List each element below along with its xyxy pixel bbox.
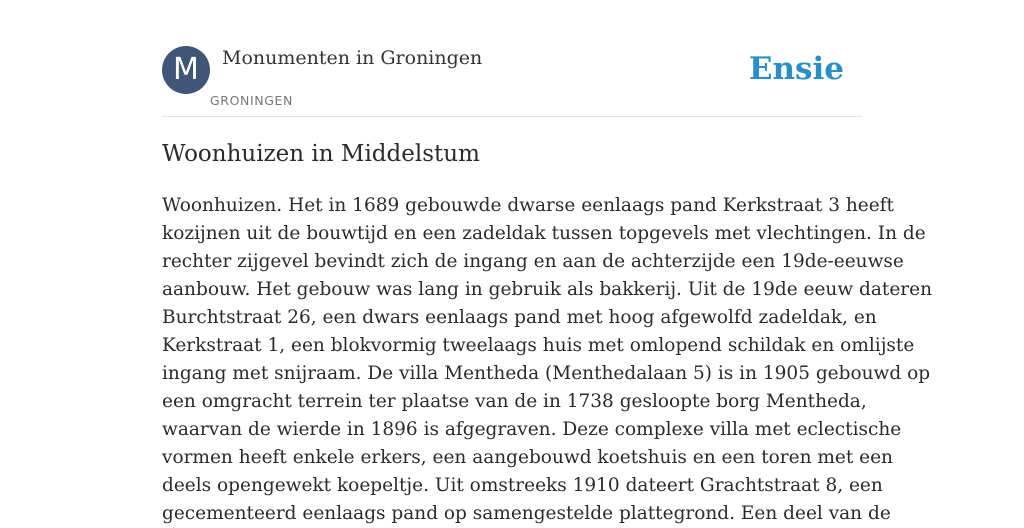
- body-line: Burchtstraat 26, een dwars eenlaags pand met hoog afgewolfd zadeldak, en: [162, 307, 877, 328]
- body-line: een omgracht terrein ter plaatse van de in 1738 gesloopte borg Mentheda,: [162, 391, 867, 412]
- page-header: [162, 46, 862, 117]
- body-line: Woonhuizen. Het in 1689 gebouwde dwarse eenlaags pand Kerkstraat 3 heeft: [162, 195, 894, 216]
- book-title-link[interactable]: Monumenten in Groningen: [222, 47, 483, 69]
- article-title: Woonhuizen in Middelstum: [162, 141, 480, 167]
- body-line: deels opengewekt koepeltje. Uit omstreeks 1910 dateert Grachtstraat 8, een: [162, 475, 883, 496]
- body-line: kozijnen uit de bouwtijd en een zadeldak tussen topgevels met vlechtingen. In de: [162, 223, 926, 244]
- ensie-logo[interactable]: Ensie: [748, 51, 844, 87]
- category-label[interactable]: GRONINGEN: [210, 93, 293, 108]
- body-line: aanbouw. Het gebouw was lang in gebruik als bakkerij. Uit de 19de eeuw dateren: [162, 279, 933, 300]
- book-avatar[interactable]: M: [162, 46, 210, 94]
- body-line: gecementeerd eenlaags pand op samengestelde plattegrond. Een deel van de: [162, 503, 891, 524]
- body-line: rechter zijgevel bevindt zich de ingang en aan de achterzijde een 19de-eeuwse: [162, 251, 904, 272]
- body-line: Kerkstraat 1, een blokvormig tweelaags huis met omlopend schildak en omlijste: [162, 335, 915, 356]
- body-line: vormen heeft enkele erkers, een aangebouwd koetshuis en een toren met een: [162, 447, 893, 468]
- body-line: waarvan de wierde in 1896 is afgegraven. Deze complexe villa met eclectische: [162, 419, 902, 440]
- article-body: [162, 192, 933, 528]
- body-line: ingang met snijraam. De villa Mentheda (Menthedalaan 5) is in 1905 gebouwd op: [162, 363, 931, 384]
